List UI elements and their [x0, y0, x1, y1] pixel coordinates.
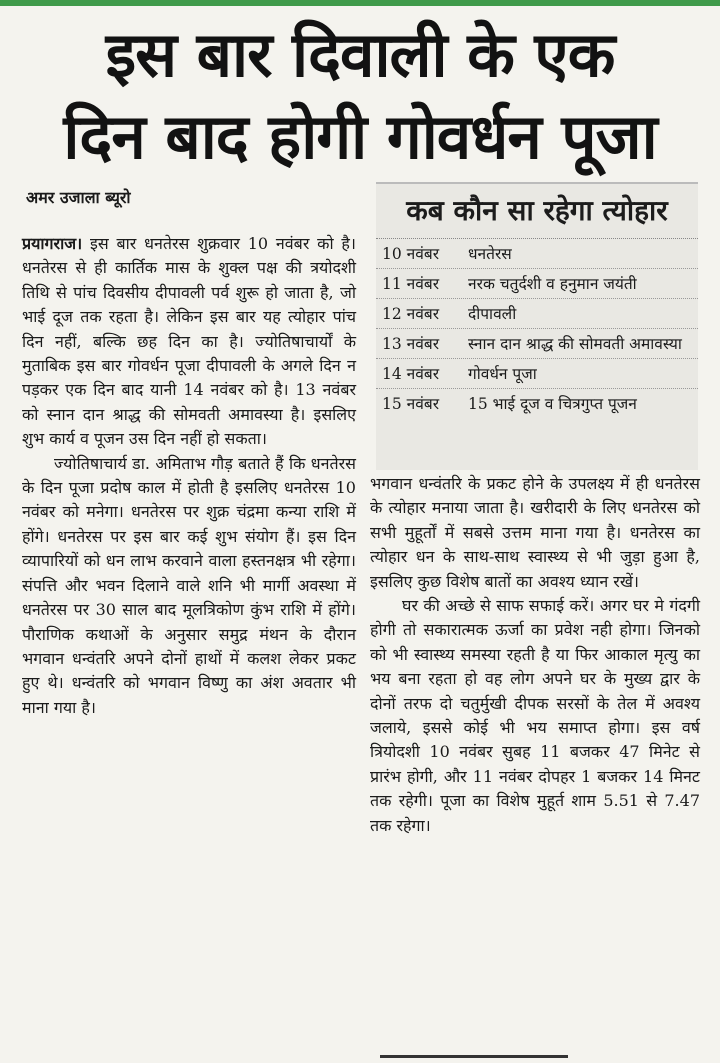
festival-schedule-box [376, 182, 698, 470]
festival-name: 15 भाई दूज व चित्रगुप्त पूजन [468, 395, 637, 413]
festival-date: 15 नवंबर [382, 395, 440, 413]
festival-row [376, 329, 698, 359]
dateline: प्रयागराज। [22, 234, 83, 253]
article-column-left [22, 232, 356, 720]
festival-date: 10 नवंबर [382, 245, 440, 263]
article-paragraph-3: भगवान धन्वंतरि के प्रकट होने के उपलक्ष्य में ही धनतेरस के त्योहार मनाया जाता है। खरीदारी के लिए धनतेरस को सभी मुहूर्तों में सबसे उत्तम माना गया है। धनतेरस का त्योहार धन के साथ-साथ स्वास्थ्य से भी जुड़ा हुआ है, इसलिए कुछ विशेष बातों का अवश्य ध्यान रखें। [370, 474, 700, 591]
festival-date: 14 नवंबर [382, 365, 440, 383]
article-paragraph-1 [22, 232, 356, 452]
festival-row [376, 239, 698, 269]
festival-name: गोवर्धन पूजा [468, 365, 537, 383]
festival-row [376, 269, 698, 299]
article-column-right [370, 472, 700, 838]
paragraph-1-text: इस बार धनतेरस शुक्रवार 10 नवंबर को है। धनतेरस से ही कार्तिक मास के शुक्ल पक्ष की त्रयोदशी तिथि से पांच दिवसीय दीपावली पर्व शुरू हो जाता है, जो भाई दूज तक रहता है। लेकिन इस बार यह त्योहार पांच दिन नहीं, बल्कि छह दिन का है। ज्योतिषाचार्यों के मुताबिक इस बार गोवर्धन पूजा दीपावली के अगले दिन न पड़कर एक दिन बाद यानी 14 नवंबर को है। 13 नवंबर को स्नान दान श्राद्ध की सोमवती अमावस्या है। इसलिए शुभ कार्य व पूजन उस दिन नहीं हो सकता। [22, 234, 356, 449]
bottom-rule [380, 1055, 568, 1058]
festival-row [376, 359, 698, 389]
top-accent-rule [0, 0, 720, 6]
festival-name: स्नान दान श्राद्ध की सोमवती अमावस्या [468, 335, 682, 353]
festival-box-title: कब कौन सा रहेगा त्योहार [376, 184, 698, 239]
article-paragraph-2: ज्योतिषाचार्य डा. अमिताभ गौड़ बताते हैं कि धनतेरस के दिन पूजा प्रदोष काल में होती है इसलिए धनतेरस 10 नवंबर को मनेगा। धनतेरस पर शुक्र चंद्रमा कन्या राशि में होंगे। धनतेरस पर इस बार कई शुभ संयोग हैं। इस दिन व्यापारियों को धन लाभ करवाने वाला हस्तनक्षत्र भी रहेगा। संपत्ति और भवन दिलाने वाले शनि भी मार्गी अवस्था में धनतेरस पर 30 साल बाद मूलत्रिकोण कुंभ राशि में होंगे। पौराणिक कथाओं के अनुसार समुद्र मंथन के दौरान भगवान धन्वंतरि अपने दोनों हाथों में कलश लेकर प्रकट हुए थे। धन्वंतरि को भगवान विष्णु का अंश अवतार भी माना गया है। [22, 453, 356, 717]
festival-name: नरक चतुर्दशी व हनुमान जयंती [468, 275, 637, 293]
festival-date: 11 नवंबर [382, 275, 440, 293]
festival-date: 12 नवंबर [382, 305, 440, 323]
headline-line-1: इस बार दिवाली के एक [105, 18, 615, 91]
festival-name: धनतेरस [468, 245, 512, 263]
festival-row [376, 299, 698, 329]
article-paragraph-4: घर की अच्छे से साफ सफाई करें। अगर घर मे गंदगी होगी तो सकारात्मक ऊर्जा का प्रवेश नही होगा। जिनको को भी स्वास्थ्य समस्या रहती है या फिर आकाल मृत्यु का भय बना रहता हो वह लोग अपने घर के मुख्य द्वार के दोनों तरफ दो चतुर्मुखी दीपक सरसों के तेल में अवश्य जलाये, इससे कोई भी भय समाप्त होगा। इस वर्ष त्रियोदशी 10 नवंबर सुबह 11 बजकर 47 मिनेट से प्रारंभ होगी, और 11 नवंबर दोपहर 1 बजकर 14 मिनट तक रहेगी। पूजा का विशेष मुहूर्त शाम 5.51 से 7.47 तक रहेगा। [370, 596, 700, 835]
festival-date: 13 नवंबर [382, 335, 440, 353]
festival-name: दीपावली [468, 305, 517, 323]
headline [0, 14, 720, 178]
byline: अमर उजाला ब्यूरो [26, 188, 131, 207]
festival-row [376, 389, 698, 418]
headline-line-2: दिन बाद होगी गोवर्धन पूजा [63, 100, 657, 173]
